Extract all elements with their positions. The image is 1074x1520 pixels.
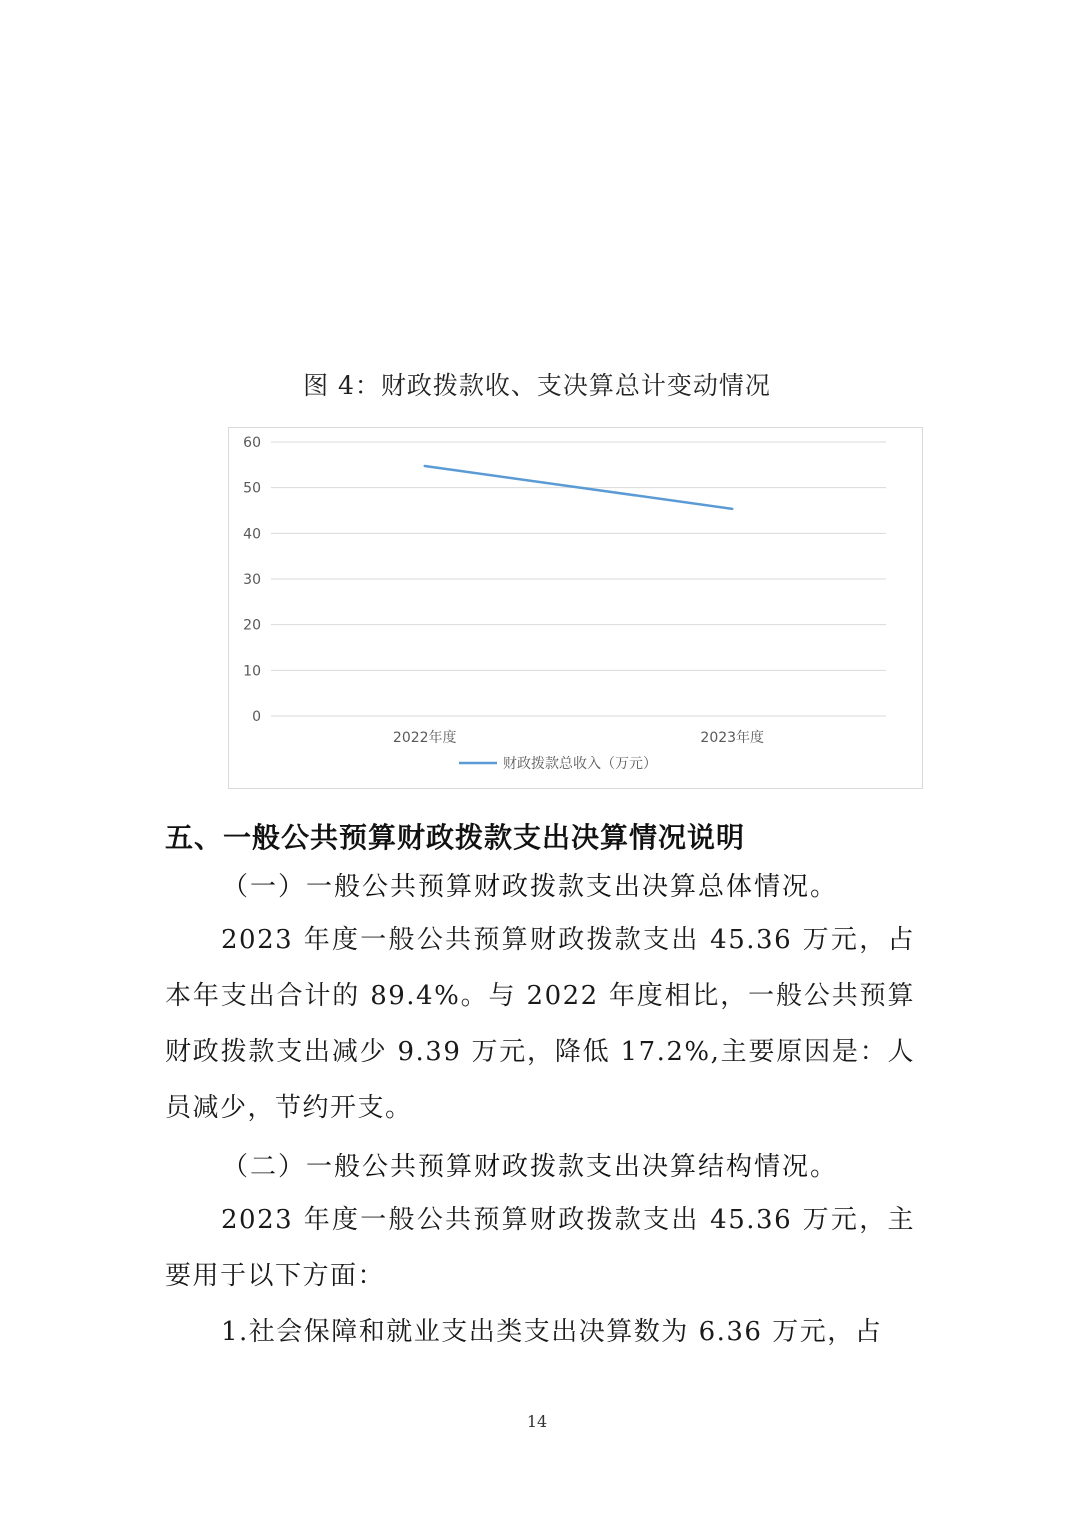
y-tick-label: 50 [243,480,261,497]
y-tick-label: 20 [243,617,261,634]
subsection-heading-2: （二）一般公共预算财政拨款支出决算结构情况。 [222,1152,839,1182]
page-number: 14 [526,1412,548,1431]
line-chart [228,427,923,789]
legend-label: 财政拨款总收入（万元） [503,756,657,772]
y-tick-label: 60 [243,435,261,451]
y-tick-label: 40 [243,526,261,543]
paragraph-2: 2023 年度一般公共预算财政拨款支出 45.36 万元，主要用于以下方面： [165,1205,915,1291]
x-tick-label: 2023年度 [700,730,765,746]
y-tick-label: 30 [243,572,261,588]
section-heading: 五、一般公共预算财政拨款支出决算情况说明 [165,821,746,854]
figure-caption: 图 4：财政拨款收、支决算总计变动情况 [303,371,771,400]
chart-svg [229,428,924,790]
paragraph-1: 2023 年度一般公共预算财政拨款支出 45.36 万元，占本年支出合计的 89.4%。与 2022 年度相比，一般公共预算财政拨款支出减少 9.39 万元，降低 17.2%,主要原因是：人员减少，节约开支。 [165,925,915,1123]
subsection-heading-1: （一）一般公共预算财政拨款支出决算总体情况。 [222,872,839,902]
paragraph-3: 1.社会保障和就业支出类支出决算数为 6.36 万元，占 [221,1317,883,1347]
y-tick-label: 10 [243,663,261,680]
x-tick-label: 2022年度 [392,730,457,746]
y-tick-label: 0 [252,709,261,725]
